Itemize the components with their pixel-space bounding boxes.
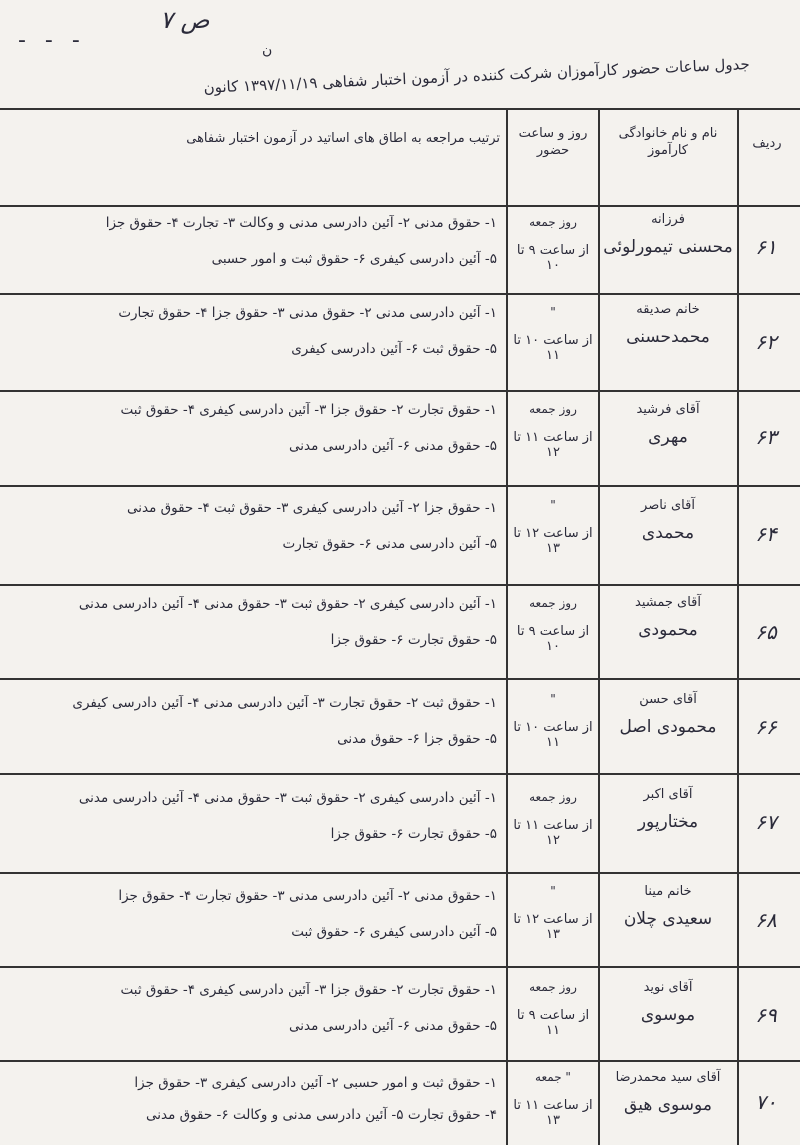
student-first-name: آقای نوید (643, 980, 693, 995)
attendance-day: روز جمعه (529, 790, 577, 804)
exam-order-line-2: ۵- حقوق تجارت ۶- حقوق جزا (330, 826, 497, 842)
exam-order-line-2: ۵- حقوق مدنی ۶- آئین دادرسی مدنی (288, 438, 497, 454)
student-first-name: آقای جمشید (635, 595, 701, 610)
attendance-hours: از ساعت ۱۰ تا ۱۱ (513, 333, 593, 363)
student-name (600, 595, 736, 640)
exam-order-line-1: ۱- آئین دادرسی مدنی ۲- حقوق مدنی ۳- حقوق جزا ۴- حقوق تجارت (118, 305, 497, 321)
exam-order-line-1: ۱- آئین دادرسی کیفری ۲- حقوق ثبت ۳- حقوق مدنی ۴- آئین دادرسی مدنی (78, 790, 497, 806)
attendance-time (508, 596, 598, 654)
student-name (600, 980, 736, 1025)
attendance-hours: از ساعت ۱۱ تا ۱۲ (513, 818, 593, 848)
student-name (600, 302, 736, 347)
student-name (600, 787, 736, 832)
exam-order-line-1: ۱- حقوق تجارت ۲- حقوق جزا ۳- آئین دادرسی کیفری ۴- حقوق ثبت (120, 982, 497, 998)
student-first-name: آقای حسن (639, 692, 697, 707)
attendance-day: روز جمعه (529, 402, 577, 416)
exam-order-line-2: ۵- حقوق جزا ۶- حقوق مدنی (337, 731, 497, 747)
attendance-hours: از ساعت ۱۰ تا ۱۱ (513, 720, 593, 750)
exam-order (0, 982, 505, 1072)
row-number: ۷۰ (755, 1090, 777, 1114)
exam-order-line-2: ۵- آئین دادرسی مدنی ۶- حقوق تجارت (282, 536, 497, 552)
header-name: نام و نام خانوادگی کارآموز (618, 126, 718, 158)
page-number: ص ۷ (160, 6, 210, 34)
row-number: ۶۸ (755, 908, 777, 932)
attendance-day: " (550, 305, 556, 319)
attendance-day: " جمعه (535, 1070, 571, 1084)
attendance-time (508, 215, 598, 273)
exam-order-line-1: ۱- حقوق مدنی ۲- آئین دادرسی مدنی و وکالت ۳- تجارت ۴- حقوق جزا (105, 215, 497, 231)
exam-order-line-2: ۴- حقوق تجارت ۵- آئین دادرسی مدنی و وکالت ۶- حقوق مدنی (145, 1107, 497, 1123)
attendance-day: " (550, 692, 556, 706)
student-last-name: محمودی اصل (619, 717, 717, 737)
header-order: ترتیب مراجعه به اطاق های اساتید در آزمون اختبار شفاهی (186, 131, 500, 146)
exam-order-line-1: ۱- حقوق تجارت ۲- حقوق جزا ۳- آئین دادرسی کیفری ۴- حقوق ثبت (120, 402, 497, 418)
student-name (600, 402, 736, 447)
document-title: جدول ساعات حضور کارآموزان شرکت کننده در آزمون اختبار شفاهی ۱۳۹۷/۱۱/۱۹ کانون (203, 54, 751, 97)
exam-order-line-1: ۱- حقوق ثبت ۲- حقوق تجارت ۳- آئین دادرسی مدنی ۴- آئین دادرسی کیفری (72, 695, 497, 711)
student-name (600, 692, 736, 737)
attendance-hours: از ساعت ۱۲ تا ۱۳ (513, 912, 593, 942)
student-name (600, 498, 736, 543)
attendance-day: " (550, 498, 556, 512)
attendance-hours: از ساعت ۱۱ تا ۱۳ (513, 1098, 593, 1128)
exam-order-line-2: ۵- آئین دادرسی کیفری ۶- حقوق ثبت (291, 924, 497, 940)
exam-order (0, 888, 505, 978)
attendance-hours: از ساعت ۹ تا ۱۰ (516, 243, 590, 273)
student-first-name: آقای سید محمدرضا (615, 1070, 721, 1085)
attendance-time (508, 498, 598, 556)
row-number: ۶۹ (755, 1003, 777, 1027)
student-first-name: فرزانه (651, 212, 685, 227)
student-last-name: محمدی (641, 523, 695, 543)
attendance-time (508, 692, 598, 750)
exam-order (0, 215, 505, 305)
row-number: ۶۷ (755, 810, 777, 834)
header-num: ردیف (752, 136, 782, 151)
exam-order-line-1: ۱- آئین دادرسی کیفری ۲- حقوق ثبت ۳- حقوق مدنی ۴- آئین دادرسی مدنی (78, 596, 497, 612)
student-last-name: محمدحسنی (626, 327, 710, 347)
attendance-day: روز جمعه (529, 215, 577, 229)
exam-order (0, 500, 505, 590)
attendance-time (508, 884, 598, 942)
attendance-time (508, 980, 598, 1038)
student-last-name: مهری (648, 427, 688, 447)
corner-dashes: - - - (18, 28, 86, 53)
student-last-name: محمودی (638, 620, 698, 640)
attendance-time (508, 305, 598, 363)
student-name (600, 1070, 736, 1115)
student-name (600, 212, 736, 257)
exam-order-line-2: ۵- آئین دادرسی کیفری ۶- حقوق ثبت و امور حسبی (211, 251, 497, 267)
attendance-day: " (550, 884, 556, 898)
exam-order-line-1: ۱- حقوق جزا ۲- آئین دادرسی کیفری ۳- حقوق ثبت ۴- حقوق مدنی (127, 500, 497, 516)
attendance-time (508, 1070, 598, 1128)
exam-order (0, 790, 505, 880)
row-number: ۶۵ (755, 620, 777, 644)
title-mark: ن (262, 42, 273, 58)
exam-order (0, 305, 505, 395)
student-first-name: خانم مینا (644, 884, 692, 899)
attendance-time (508, 790, 598, 848)
exam-order-line-2: ۵- حقوق تجارت ۶- حقوق جزا (330, 632, 497, 648)
row-number: ۶۳ (755, 425, 777, 449)
student-first-name: آقای ناصر (641, 498, 695, 513)
student-last-name: موسوی هیق (624, 1095, 712, 1115)
exam-order (0, 695, 505, 785)
attendance-hours: از ساعت ۱۱ تا ۱۲ (513, 430, 593, 460)
student-first-name: آقای فرشید (636, 402, 700, 417)
student-name (600, 884, 736, 929)
attendance-hours: از ساعت ۹ تا ۱۰ (516, 624, 590, 654)
exam-order-line-1: ۱- حقوق ثبت و امور حسبی ۲- آئین دادرسی کیفری ۳- حقوق جزا (134, 1075, 497, 1091)
student-last-name: موسوی (640, 1005, 696, 1025)
attendance-hours: از ساعت ۹ تا ۱۱ (516, 1008, 590, 1038)
student-first-name: آقای اکبر (643, 787, 693, 802)
row-divider (0, 108, 800, 110)
row-number: ۶۲ (755, 330, 777, 354)
exam-order-line-1: ۱- حقوق مدنی ۲- آئین دادرسی مدنی ۳- حقوق تجارت ۴- حقوق جزا (118, 888, 497, 904)
row-divider (0, 205, 800, 207)
attendance-day: روز جمعه (529, 596, 577, 610)
attendance-day: روز جمعه (529, 980, 577, 994)
attendance-time (508, 402, 598, 460)
header-time: روز و ساعت حضور (518, 126, 588, 158)
attendance-hours: از ساعت ۱۲ تا ۱۳ (513, 526, 593, 556)
student-last-name: محسنی تیمورلوئی (603, 237, 733, 257)
exam-order (0, 596, 505, 686)
student-first-name: خانم صدیقه (636, 302, 700, 317)
row-number: ۶۱ (755, 235, 777, 259)
student-last-name: مختارپور (637, 812, 699, 832)
exam-order-line-2: ۵- حقوق ثبت ۶- آئین دادرسی کیفری (291, 341, 497, 357)
row-number: ۶۶ (755, 715, 777, 739)
student-last-name: سعیدی چلان (623, 909, 713, 929)
exam-order (0, 1075, 505, 1145)
row-number: ۶۴ (755, 522, 777, 546)
exam-order-line-2: ۵- حقوق مدنی ۶- آئین دادرسی مدنی (288, 1018, 497, 1034)
exam-order (0, 402, 505, 492)
